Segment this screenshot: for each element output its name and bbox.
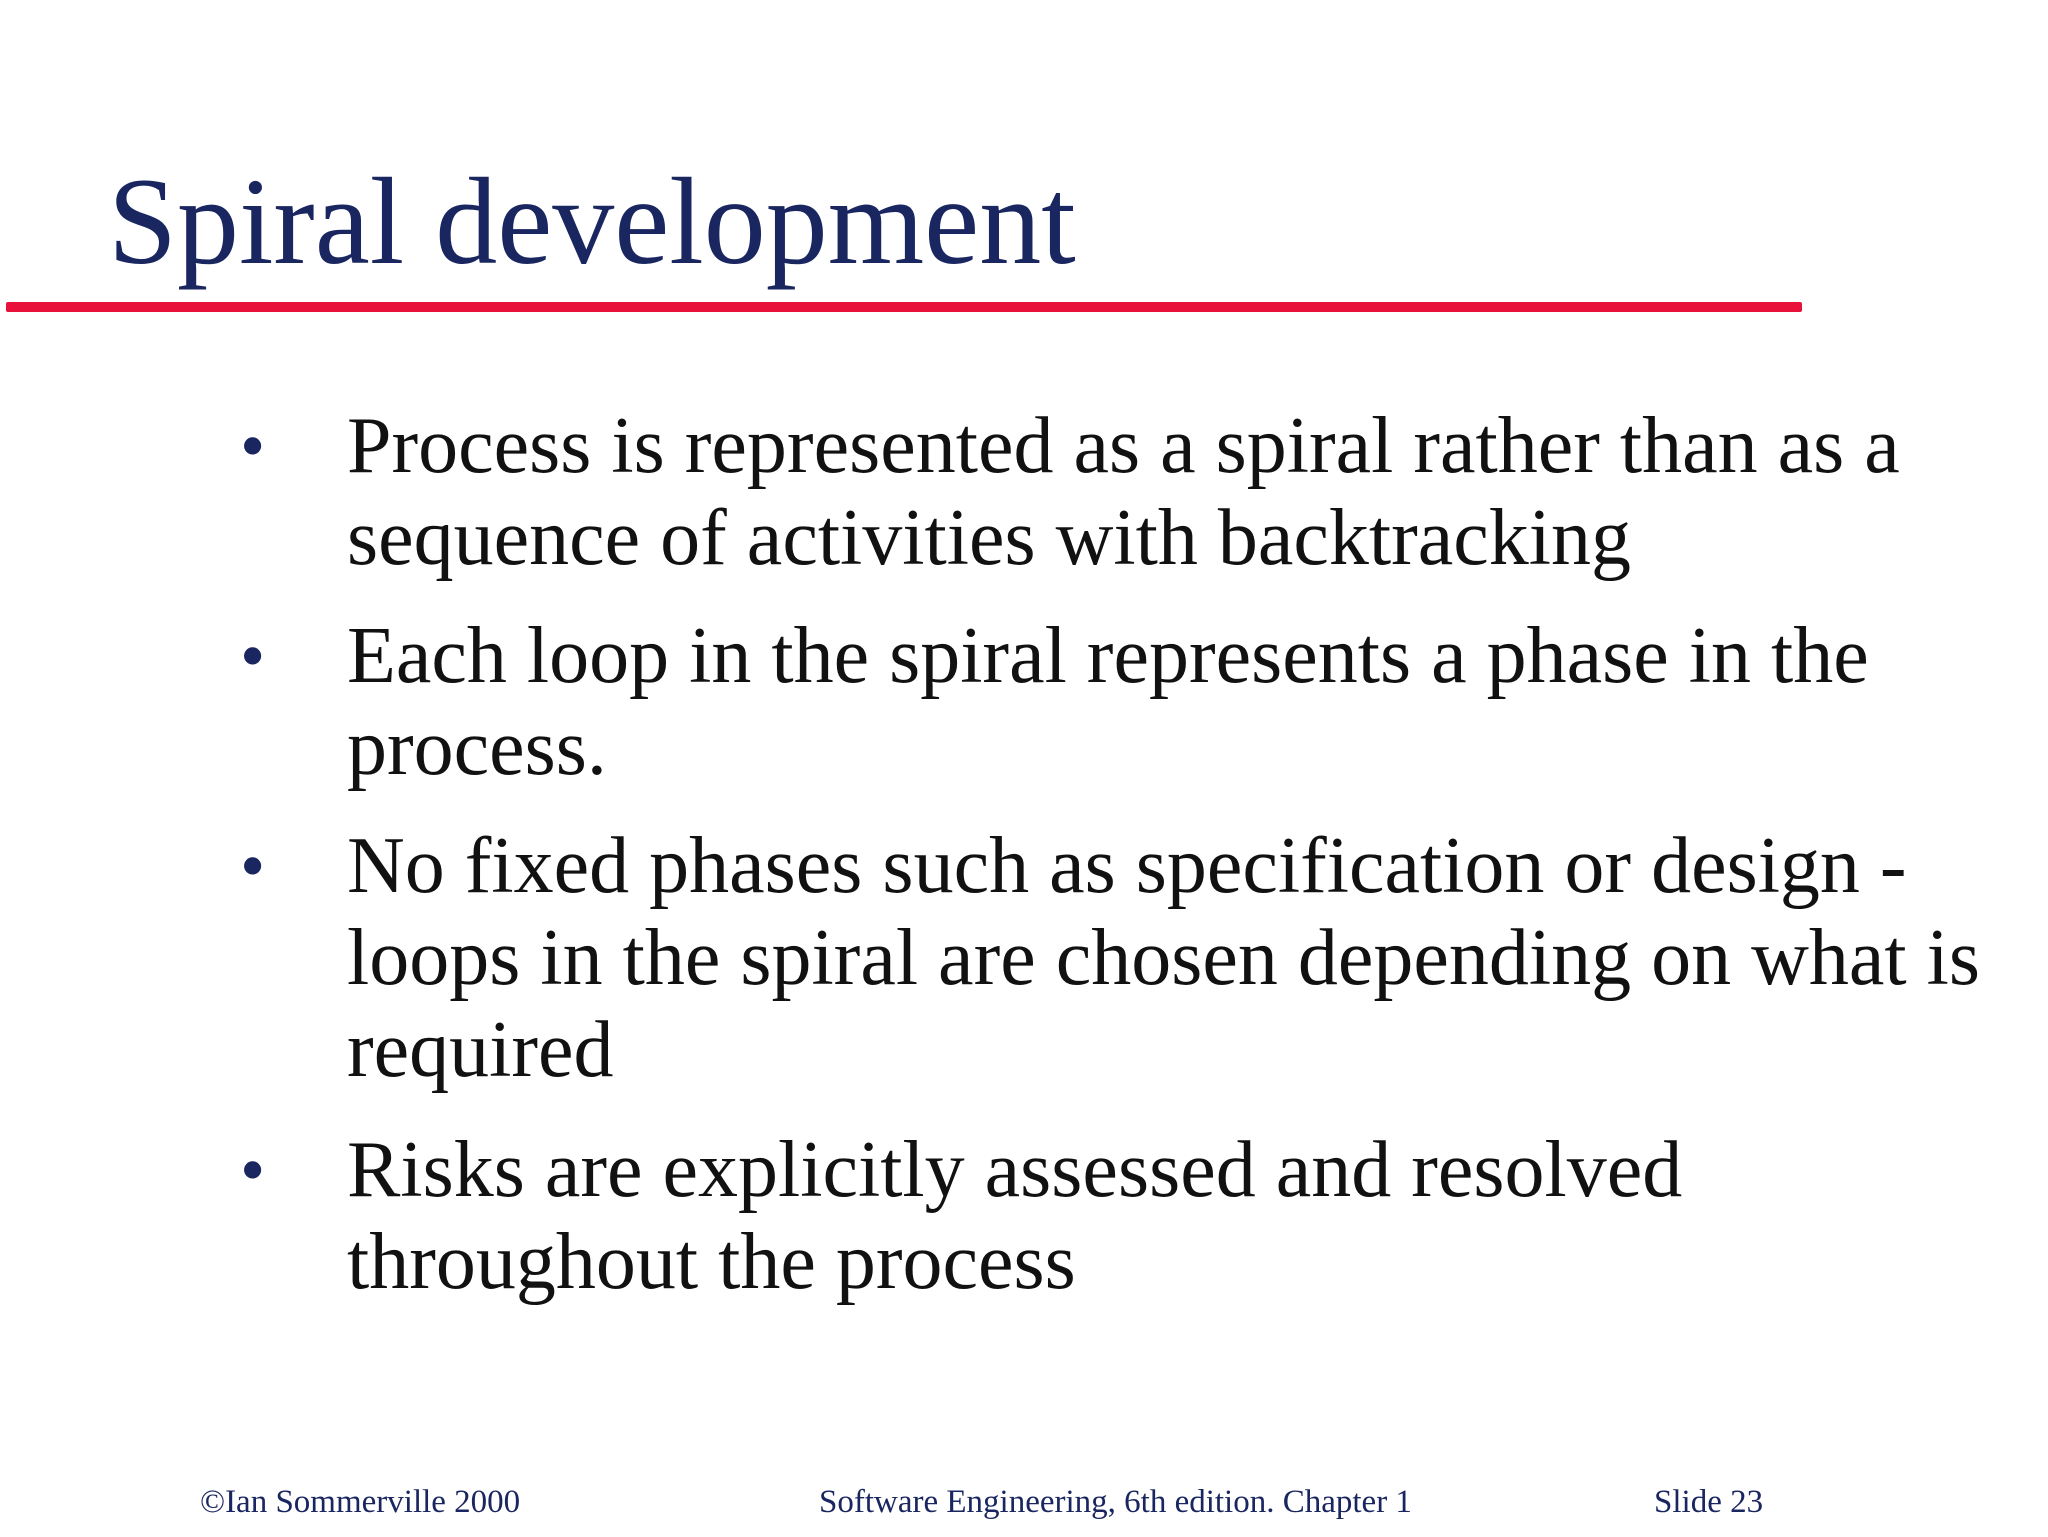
bullet-line: loops in the spiral are chosen depending on what is xyxy=(347,914,1980,1002)
footer-book-title: Software Engineering, 6th edition. Chapter 1 xyxy=(819,1484,1412,1520)
bullet-line: sequence of activities with backtracking xyxy=(347,494,1631,582)
bullet-line: Each loop in the spiral represents a phase in the xyxy=(347,612,1869,700)
bullet-text xyxy=(347,1124,2037,1308)
bullet-line: Risks are explicitly assessed and resolved xyxy=(347,1126,1683,1214)
bullet-marker: • xyxy=(240,826,266,906)
bullet-line: Process is represented as a spiral rather than as a xyxy=(347,402,1900,490)
bullet-marker: • xyxy=(240,406,266,486)
footer-copyright: ©Ian Sommerville 2000 xyxy=(200,1484,521,1520)
bullet-line: required xyxy=(347,1006,614,1094)
bullet-text xyxy=(347,820,2037,1096)
title-underline-rule xyxy=(6,302,1802,312)
bullet-line: throughout the process xyxy=(347,1218,1076,1306)
bullet-line: No fixed phases such as specification or design - xyxy=(347,822,1907,910)
footer-slide-number: Slide 23 xyxy=(1654,1484,1764,1520)
bullet-marker: • xyxy=(240,1130,266,1210)
bullet-text xyxy=(347,400,2037,584)
bullet-line: process. xyxy=(347,704,607,792)
bullet-marker: • xyxy=(240,616,266,696)
slide-title: Spiral development xyxy=(108,153,1076,290)
bullet-text xyxy=(347,610,2037,794)
